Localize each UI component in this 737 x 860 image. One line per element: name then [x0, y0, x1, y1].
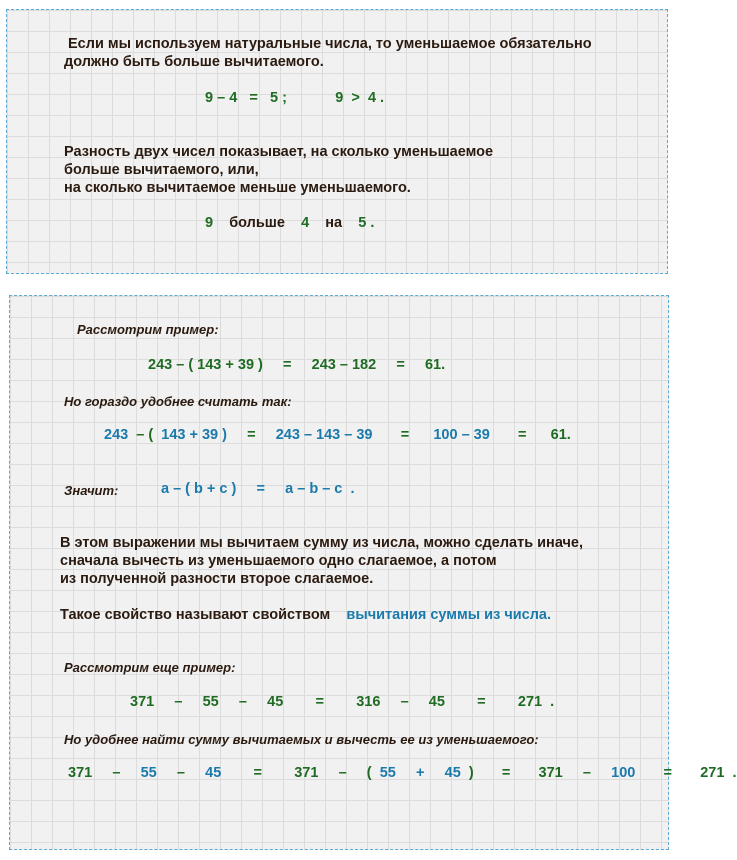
eq-operator: –: [217, 90, 226, 106]
para3-line2: сначала вычесть из уменьшаемого одно слагаемое, а потом: [60, 553, 497, 569]
para3-line3: из полученной разности второе слагаемое.: [60, 571, 374, 587]
para1-line2: должно быть больше вычитаемого.: [64, 54, 324, 70]
rule-formula: [161, 480, 354, 498]
eq-operator: –: [174, 694, 183, 710]
para1-line1: Если мы используем натуральные числа, то уменьшаемое обязательно: [68, 36, 592, 52]
eq-end: .: [380, 90, 385, 106]
eq-term: 371: [68, 765, 93, 781]
label-another-example: Рассмотрим еще пример:: [64, 660, 236, 675]
para2-line2: больше вычитаемого, или,: [64, 162, 259, 178]
eq-end: .: [732, 765, 737, 781]
eq-term: 143 + 39 ): [161, 427, 227, 443]
eq-operator: –: [112, 765, 121, 781]
eq-operator: =: [400, 427, 410, 443]
eq-operator: =: [283, 357, 292, 373]
eq-term: 45: [267, 694, 284, 710]
eq-term: 271: [700, 765, 725, 781]
eq-term: 5: [269, 90, 279, 106]
label-easier-way: Но гораздо удобнее считать так:: [64, 394, 292, 409]
eq-term: 4: [301, 215, 310, 231]
eq-operator: >: [351, 90, 360, 106]
label-easier-sum: Но удобнее найти сумму вычитаемых и вычесть ее из уменьшаемого:: [64, 732, 539, 747]
eq-term: 4: [229, 90, 238, 106]
para3-line1: В этом выражении мы вычитаем сумму из числа, можно сделать иначе,: [60, 535, 584, 551]
property-text: Такое свойство называют свойством: [60, 607, 331, 623]
eq-paren: ): [468, 765, 474, 781]
eq-operator: =: [477, 694, 486, 710]
eq-term: 45: [444, 765, 461, 781]
eq-term: 371: [294, 765, 319, 781]
panel-subtracting-sum-property: [9, 295, 737, 850]
eq-term: 55: [140, 765, 157, 781]
eq-term: 100 – 39: [433, 427, 490, 443]
eq-term: 100: [611, 765, 636, 781]
eq-operator: =: [253, 765, 262, 781]
eq-operator: – (: [136, 427, 154, 443]
eq-operator: =: [396, 357, 405, 373]
eq-word: больше: [229, 215, 285, 231]
property-name: вычитания суммы из числа.: [346, 607, 552, 623]
eq-term: 4: [367, 90, 377, 106]
eq-term: 243: [104, 427, 129, 443]
eq-end: .: [350, 481, 355, 497]
eq-operator: =: [518, 427, 527, 443]
eq-term: 55: [379, 765, 396, 781]
eq-operator: =: [247, 427, 256, 443]
equation-9-minus-4: [205, 89, 384, 107]
eq-operator: =: [315, 694, 324, 710]
formula-lhs: a – ( b + c ): [161, 481, 237, 497]
eq-term: 61.: [550, 427, 571, 443]
label-therefore: Значит:: [64, 483, 119, 498]
example2-equation: [104, 426, 571, 444]
eq-separator: ;: [282, 90, 287, 106]
eq-term: 243 – 143 – 39: [275, 427, 373, 443]
para2-line1: Разность двух чисел показывает, на сколько уменьшаемое: [64, 144, 494, 160]
example4-equation: [68, 764, 737, 782]
eq-operator: =: [501, 765, 511, 781]
eq-operator: –: [238, 694, 247, 710]
eq-end: .: [550, 694, 555, 710]
eq-operator: +: [416, 765, 425, 781]
eq-term: 316: [356, 694, 381, 710]
eq-operator: =: [249, 90, 258, 106]
eq-term: 243 – 182: [311, 357, 377, 373]
example3-equation: [130, 693, 554, 711]
eq-term: 45: [205, 765, 222, 781]
eq-paren: (: [366, 765, 372, 781]
property-sentence: [60, 606, 551, 624]
label-example: Рассмотрим пример:: [77, 322, 219, 337]
eq-term: 371: [130, 694, 155, 710]
eq-term: 9: [205, 215, 214, 231]
eq-term: 9: [335, 90, 344, 106]
eq-term: 243 – ( 143 + 39 ): [148, 357, 263, 373]
eq-term: 45: [428, 694, 445, 710]
eq-term: 61.: [424, 357, 446, 373]
panel-difference-definition: [6, 9, 668, 274]
eq-operator: =: [256, 481, 265, 497]
eq-operator: –: [176, 765, 185, 781]
eq-end: .: [370, 215, 375, 231]
eq-term: 371: [538, 765, 563, 781]
eq-term: 5: [358, 215, 367, 231]
formula-rhs: a – b – c: [285, 481, 343, 497]
eq-term: 55: [202, 694, 219, 710]
equation-9-more-than-4: [205, 214, 374, 232]
eq-word: на: [325, 215, 343, 231]
eq-operator: –: [582, 765, 591, 781]
eq-operator: –: [400, 694, 409, 710]
example1-equation: [148, 356, 445, 374]
eq-term: 271: [517, 694, 543, 710]
eq-term: 9: [205, 90, 214, 106]
para2-line3: на сколько вычитаемое меньше уменьшаемого.: [64, 180, 411, 196]
eq-operator: =: [663, 765, 673, 781]
eq-operator: –: [338, 765, 347, 781]
